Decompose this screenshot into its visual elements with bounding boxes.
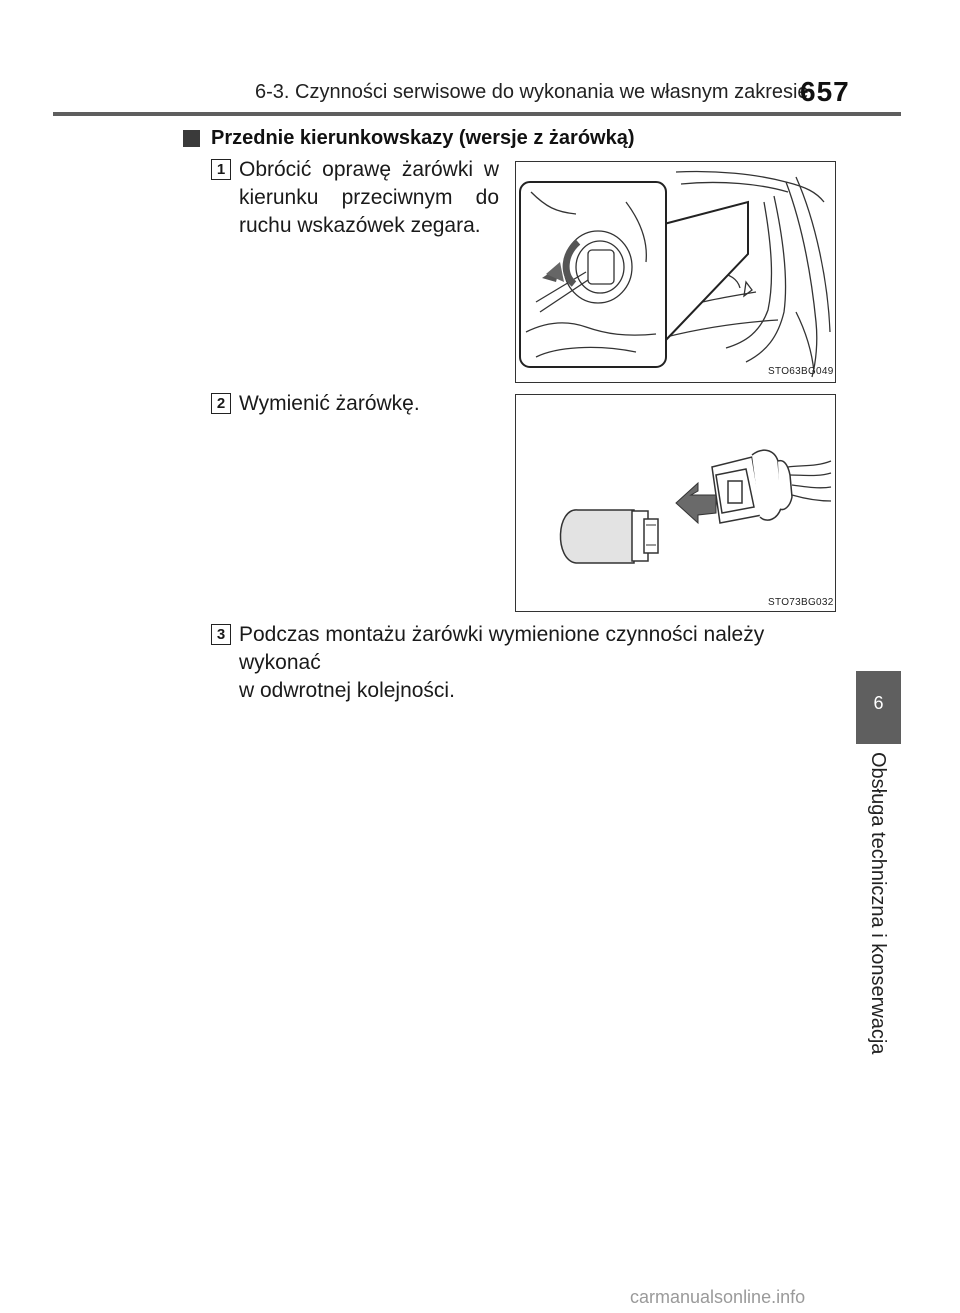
square-bullet-icon	[183, 130, 200, 147]
footer-watermark: carmanualsonline.info	[630, 1287, 806, 1307]
step-3-text	[239, 621, 839, 705]
figure-code: STO63BG049	[768, 366, 834, 377]
step-3-line-2: w odwrotnej kolejności.	[239, 679, 455, 702]
step-number-3: 3	[211, 624, 231, 645]
step-1-text: Obrócić oprawę żarówki w kierunku przeciwnym do ruchu wskazówek zegara.	[239, 158, 499, 237]
header-title: 6-3. Czynności serwisowe do wykonania we własnym zakresie	[255, 81, 809, 103]
figure-headlight-socket	[515, 161, 836, 383]
section-heading	[183, 127, 635, 150]
bulb-removal-illustration	[516, 395, 835, 611]
step-number-1: 1	[211, 159, 231, 180]
chapter-number: 6	[873, 693, 884, 713]
section-heading-text: Przednie kierunkowskazy (wersje z żarówką)	[211, 127, 635, 149]
chapter-label: Obsługa techniczna i konserwacja	[867, 752, 889, 1055]
step-3-line-1: Podczas montażu żarówki wymienione czynności należy wykonać	[239, 623, 765, 674]
header-rule	[53, 112, 901, 116]
step-2-text: Wymienić żarówkę.	[239, 392, 420, 415]
step-number-2: 2	[211, 393, 231, 414]
chapter-tab	[856, 671, 901, 744]
headlight-socket-rotate-illustration	[516, 162, 835, 382]
page-number: 657	[800, 76, 850, 107]
figure-bulb-removal	[515, 394, 836, 612]
figure-code: STO73BG032	[768, 597, 834, 608]
